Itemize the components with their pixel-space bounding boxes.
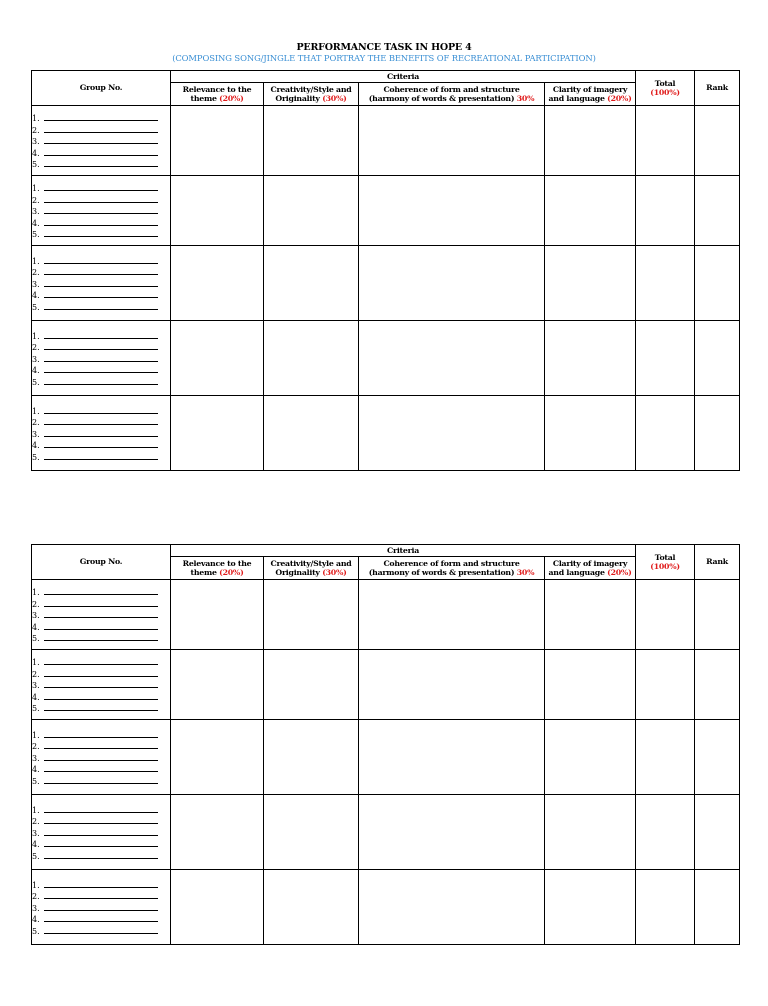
group-no-header: Group No. [79, 557, 123, 567]
member-name-blank[interactable] [44, 112, 158, 121]
member-number: 2. [32, 817, 40, 827]
rubric-table-1 [31, 70, 740, 471]
member-line [32, 924, 170, 936]
member-line [32, 404, 170, 416]
relevance-criterion-header [171, 557, 264, 580]
member-number: 5. [32, 776, 40, 786]
rank-cell[interactable] [695, 321, 740, 396]
member-name-blank[interactable] [44, 158, 158, 167]
member-number: 5. [32, 377, 40, 387]
member-line [32, 890, 170, 902]
table-row [32, 795, 740, 870]
group-members-cell [32, 650, 171, 720]
member-line [32, 112, 170, 124]
clarity-criterion-header [545, 83, 636, 106]
coherence-score-cell[interactable] [359, 720, 545, 795]
member-line [32, 205, 170, 217]
member-number: 4. [32, 840, 40, 850]
clarity-score-cell[interactable] [545, 580, 636, 650]
member-number: 1. [32, 331, 40, 341]
member-number: 5. [32, 704, 40, 714]
member-number: 1. [32, 256, 40, 266]
group-members-cell [32, 106, 171, 176]
total-column-header [636, 545, 695, 580]
member-line [32, 609, 170, 621]
member-line [32, 341, 170, 353]
total-score-cell[interactable] [636, 650, 695, 720]
group-members-cell [32, 720, 171, 795]
member-number: 3. [32, 681, 40, 691]
rubric-table-2 [31, 544, 740, 945]
member-number: 5. [32, 160, 40, 170]
member-name-blank[interactable] [44, 439, 158, 448]
member-name-blank[interactable] [44, 376, 158, 385]
total-percent: (100%) [650, 562, 680, 571]
clarity-score-cell[interactable] [545, 321, 636, 396]
creativity-score-cell[interactable] [264, 650, 359, 720]
clarity-score-cell[interactable] [545, 176, 636, 246]
relevance-score-cell[interactable] [171, 795, 264, 870]
group-members-cell [32, 795, 171, 870]
member-number: 1. [32, 730, 40, 740]
total-column-header [636, 71, 695, 106]
member-name-blank[interactable] [44, 827, 158, 836]
member-line [32, 289, 170, 301]
clarity-criterion-header [545, 557, 636, 580]
member-number: 1. [32, 805, 40, 815]
total-percent: (100%) [650, 88, 680, 97]
member-name-blank[interactable] [44, 729, 158, 738]
relevance-percent: (20%) [219, 568, 244, 577]
coherence-score-cell[interactable] [359, 246, 545, 321]
group-members-cell [32, 321, 171, 396]
clarity-score-cell[interactable] [545, 396, 636, 471]
clarity-percent: (20%) [607, 94, 632, 103]
member-line [32, 193, 170, 205]
member-name-blank[interactable] [44, 451, 158, 460]
clarity-label: Clarity of imagery [552, 558, 628, 568]
criteria-header [171, 71, 636, 83]
criteria-label: Criteria [387, 71, 419, 81]
total-score-cell[interactable] [636, 106, 695, 176]
creativity-score-cell[interactable] [264, 795, 359, 870]
creativity-score-cell[interactable] [264, 176, 359, 246]
coherence-score-cell[interactable] [359, 870, 545, 945]
member-number: 3. [32, 903, 40, 913]
member-number: 4. [32, 692, 40, 702]
coherence-score-cell[interactable] [359, 795, 545, 870]
table-row [32, 720, 740, 795]
relevance-score-cell[interactable] [171, 396, 264, 471]
coherence-label: Coherence of form and structure [383, 558, 520, 568]
clarity-label-2: and language [548, 94, 605, 103]
member-line [32, 586, 170, 598]
rank-cell[interactable] [695, 870, 740, 945]
member-number: 4. [32, 366, 40, 376]
table-row [32, 396, 740, 471]
coherence-score-cell[interactable] [359, 321, 545, 396]
member-name-blank[interactable] [44, 301, 158, 310]
member-line [32, 228, 170, 240]
member-name-blank[interactable] [44, 740, 158, 749]
member-name-blank[interactable] [44, 266, 158, 275]
creativity-score-cell[interactable] [264, 106, 359, 176]
table-row [32, 321, 740, 396]
table-row [32, 870, 740, 945]
member-number: 3. [32, 279, 40, 289]
member-line [32, 266, 170, 278]
member-line [32, 364, 170, 376]
member-line [32, 702, 170, 714]
member-name-blank[interactable] [44, 890, 158, 899]
creativity-criterion-header [264, 83, 359, 106]
coherence-label-2: (harmony of words & presentation) [368, 568, 515, 577]
rank-cell[interactable] [695, 580, 740, 650]
member-number: 2. [32, 268, 40, 278]
member-line [32, 679, 170, 691]
member-line [32, 146, 170, 158]
member-number: 5. [32, 926, 40, 936]
clarity-score-cell[interactable] [545, 650, 636, 720]
relevance-percent: (20%) [219, 94, 244, 103]
member-number: 1. [32, 184, 40, 194]
coherence-score-cell[interactable] [359, 580, 545, 650]
header-row-top [32, 71, 740, 83]
member-number: 4. [32, 148, 40, 158]
creativity-criterion-header [264, 557, 359, 580]
member-number: 2. [32, 669, 40, 679]
relevance-label-2: theme [190, 94, 217, 103]
rank-cell[interactable] [695, 650, 740, 720]
member-line [32, 913, 170, 925]
member-line [32, 632, 170, 644]
group-members-cell [32, 176, 171, 246]
member-line [32, 254, 170, 266]
member-line [32, 597, 170, 609]
member-number: 1. [32, 114, 40, 124]
rank-cell[interactable] [695, 795, 740, 870]
total-label: Total [654, 78, 676, 88]
relevance-score-cell[interactable] [171, 720, 264, 795]
member-number: 5. [32, 452, 40, 462]
member-line [32, 901, 170, 913]
member-number: 2. [32, 343, 40, 353]
member-name-blank[interactable] [44, 902, 158, 911]
member-line [32, 329, 170, 341]
member-name-blank[interactable] [44, 702, 158, 711]
member-line [32, 135, 170, 147]
creativity-percent: (30%) [322, 568, 347, 577]
member-name-blank[interactable] [44, 598, 158, 607]
rank-cell[interactable] [695, 396, 740, 471]
creativity-label-2: Originality [275, 94, 320, 103]
rank-cell[interactable] [695, 106, 740, 176]
member-name-blank[interactable] [44, 804, 158, 813]
member-line [32, 427, 170, 439]
coherence-score-cell[interactable] [359, 176, 545, 246]
member-line [32, 751, 170, 763]
total-score-cell[interactable] [636, 176, 695, 246]
member-name-blank[interactable] [44, 656, 158, 665]
total-score-cell[interactable] [636, 246, 695, 321]
member-name-blank[interactable] [44, 217, 158, 226]
coherence-score-cell[interactable] [359, 106, 545, 176]
member-name-blank[interactable] [44, 691, 158, 700]
member-line [32, 158, 170, 170]
member-line [32, 439, 170, 451]
member-number: 1. [32, 406, 40, 416]
member-line [32, 416, 170, 428]
member-line [32, 352, 170, 364]
member-line [32, 300, 170, 312]
member-line [32, 375, 170, 387]
criteria-header [171, 545, 636, 557]
member-number: 2. [32, 195, 40, 205]
member-number: 1. [32, 588, 40, 598]
coherence-criterion-header [359, 83, 545, 106]
creativity-score-cell[interactable] [264, 720, 359, 795]
creativity-label: Creativity/Style and [270, 84, 352, 94]
member-line [32, 878, 170, 890]
coherence-score-cell[interactable] [359, 650, 545, 720]
member-line [32, 826, 170, 838]
member-number: 2. [32, 125, 40, 135]
member-number: 3. [32, 828, 40, 838]
rank-column-header [695, 545, 740, 580]
group-members-cell [32, 396, 171, 471]
relevance-score-cell[interactable] [171, 106, 264, 176]
member-number: 5. [32, 634, 40, 644]
member-number: 1. [32, 880, 40, 890]
coherence-percent: 30% [516, 94, 535, 103]
creativity-label-2: Originality [275, 568, 320, 577]
member-number: 1. [32, 658, 40, 668]
member-number: 4. [32, 218, 40, 228]
relevance-score-cell[interactable] [171, 870, 264, 945]
group-no-header: Group No. [79, 83, 123, 93]
member-name-blank[interactable] [44, 925, 158, 934]
relevance-label: Relevance to the [182, 558, 252, 568]
rank-label: Rank [706, 557, 728, 567]
rank-cell[interactable] [695, 246, 740, 321]
member-line [32, 216, 170, 228]
clarity-label: Clarity of imagery [552, 84, 628, 94]
clarity-score-cell[interactable] [545, 106, 636, 176]
member-line [32, 815, 170, 827]
member-name-blank[interactable] [44, 182, 158, 191]
member-number: 5. [32, 230, 40, 240]
rank-cell[interactable] [695, 176, 740, 246]
member-number: 3. [32, 429, 40, 439]
member-line [32, 182, 170, 194]
member-name-blank[interactable] [44, 341, 158, 350]
clarity-score-cell[interactable] [545, 720, 636, 795]
member-line [32, 656, 170, 668]
member-number: 5. [32, 302, 40, 312]
member-name-blank[interactable] [44, 289, 158, 298]
member-number: 5. [32, 851, 40, 861]
rank-cell[interactable] [695, 720, 740, 795]
member-name-blank[interactable] [44, 879, 158, 888]
member-name-blank[interactable] [44, 405, 158, 414]
member-name-blank[interactable] [44, 330, 158, 339]
member-name-blank[interactable] [44, 205, 158, 214]
member-name-blank[interactable] [44, 775, 158, 784]
coherence-criterion-header [359, 557, 545, 580]
relevance-score-cell[interactable] [171, 246, 264, 321]
member-name-blank[interactable] [44, 668, 158, 677]
group-members-cell [32, 580, 171, 650]
member-name-blank[interactable] [44, 416, 158, 425]
member-line [32, 838, 170, 850]
coherence-label-2: (harmony of words & presentation) [368, 94, 515, 103]
member-name-blank[interactable] [44, 913, 158, 922]
member-name-blank[interactable] [44, 815, 158, 824]
member-name-blank[interactable] [44, 278, 158, 287]
creativity-score-cell[interactable] [264, 580, 359, 650]
clarity-score-cell[interactable] [545, 870, 636, 945]
member-number: 4. [32, 622, 40, 632]
total-score-cell[interactable] [636, 720, 695, 795]
relevance-label-2: theme [190, 568, 217, 577]
member-name-blank[interactable] [44, 364, 158, 373]
member-line [32, 690, 170, 702]
member-name-blank[interactable] [44, 124, 158, 133]
member-number: 2. [32, 418, 40, 428]
clarity-score-cell[interactable] [545, 795, 636, 870]
group-no-column-header [32, 545, 171, 580]
member-name-blank[interactable] [44, 135, 158, 144]
member-number: 2. [32, 892, 40, 902]
member-number: 4. [32, 441, 40, 451]
member-line [32, 803, 170, 815]
criteria-label: Criteria [387, 545, 419, 555]
member-number: 3. [32, 354, 40, 364]
member-number: 3. [32, 611, 40, 621]
member-name-blank[interactable] [44, 679, 158, 688]
member-line [32, 849, 170, 861]
creativity-score-cell[interactable] [264, 396, 359, 471]
relevance-label: Relevance to the [182, 84, 252, 94]
relevance-criterion-header [171, 83, 264, 106]
member-number: 3. [32, 207, 40, 217]
relevance-score-cell[interactable] [171, 321, 264, 396]
total-score-cell[interactable] [636, 580, 695, 650]
group-members-cell [32, 870, 171, 945]
member-line [32, 123, 170, 135]
member-name-blank[interactable] [44, 632, 158, 641]
table-row [32, 580, 740, 650]
group-members-cell [32, 246, 171, 321]
page-title: PERFORMANCE TASK IN HOPE 4 [296, 42, 472, 53]
rank-label: Rank [706, 83, 728, 93]
coherence-label: Coherence of form and structure [383, 84, 520, 94]
total-label: Total [654, 552, 676, 562]
member-name-blank[interactable] [44, 752, 158, 761]
rank-column-header [695, 71, 740, 106]
creativity-score-cell[interactable] [264, 321, 359, 396]
member-line [32, 450, 170, 462]
member-number: 4. [32, 915, 40, 925]
member-name-blank[interactable] [44, 586, 158, 595]
member-name-blank[interactable] [44, 147, 158, 156]
table-row [32, 246, 740, 321]
creativity-percent: (30%) [322, 94, 347, 103]
member-line [32, 620, 170, 632]
member-name-blank[interactable] [44, 838, 158, 847]
member-name-blank[interactable] [44, 763, 158, 772]
table-row [32, 106, 740, 176]
member-line [32, 763, 170, 775]
member-name-blank[interactable] [44, 609, 158, 618]
member-name-blank[interactable] [44, 850, 158, 859]
member-line [32, 740, 170, 752]
relevance-score-cell[interactable] [171, 650, 264, 720]
total-score-cell[interactable] [636, 870, 695, 945]
relevance-score-cell[interactable] [171, 176, 264, 246]
member-number: 4. [32, 291, 40, 301]
member-name-blank[interactable] [44, 428, 158, 437]
member-number: 2. [32, 599, 40, 609]
total-score-cell[interactable] [636, 321, 695, 396]
member-name-blank[interactable] [44, 621, 158, 630]
clarity-percent: (20%) [607, 568, 632, 577]
member-number: 4. [32, 765, 40, 775]
coherence-score-cell[interactable] [359, 396, 545, 471]
table-row [32, 176, 740, 246]
member-name-blank[interactable] [44, 228, 158, 237]
member-number: 3. [32, 753, 40, 763]
member-name-blank[interactable] [44, 255, 158, 264]
member-line [32, 774, 170, 786]
table-row [32, 650, 740, 720]
member-name-blank[interactable] [44, 353, 158, 362]
group-no-column-header [32, 71, 171, 106]
creativity-score-cell[interactable] [264, 246, 359, 321]
clarity-score-cell[interactable] [545, 246, 636, 321]
total-score-cell[interactable] [636, 396, 695, 471]
page-subtitle: (COMPOSING SONG/JINGLE THAT PORTRAY THE BENEFITS OF RECREATIONAL PARTICIPATION) [172, 53, 596, 63]
member-number: 2. [32, 742, 40, 752]
member-name-blank[interactable] [44, 194, 158, 203]
header-row-top [32, 545, 740, 557]
member-line [32, 277, 170, 289]
member-line [32, 728, 170, 740]
coherence-percent: 30% [516, 568, 535, 577]
relevance-score-cell[interactable] [171, 580, 264, 650]
creativity-label: Creativity/Style and [270, 558, 352, 568]
member-line [32, 667, 170, 679]
total-score-cell[interactable] [636, 795, 695, 870]
creativity-score-cell[interactable] [264, 870, 359, 945]
clarity-label-2: and language [548, 568, 605, 577]
member-number: 3. [32, 137, 40, 147]
